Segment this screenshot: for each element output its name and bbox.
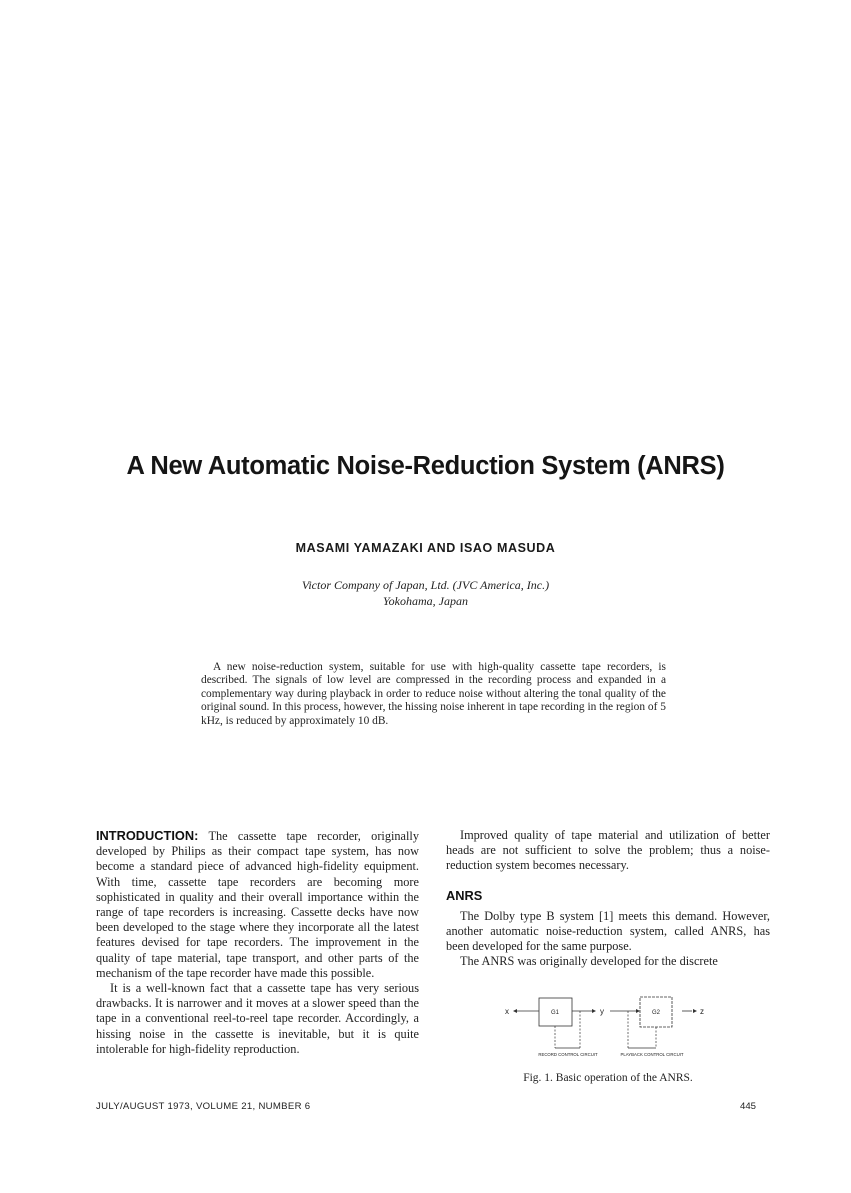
page-number: 445 (740, 1101, 757, 1112)
diagram-playback-label: PLAYBACK CONTROL CIRCUIT (620, 1052, 684, 1057)
affiliation-company: Victor Company of Japan, Ltd. (JVC America, Inc.) (301, 578, 550, 592)
diagram-record-label: RECORD CONTROL CIRCUIT (538, 1052, 598, 1057)
intro-paragraph-2: It is a well-known fact that a cassette tape has very serious drawbacks. It is narrower and it moves at a slower speed than the tape in a conventional reel-to-reel tape recorder. Accordingly, a hissing noise in the cassette is inevitable, but it is quite intolerable for high-fidelity reproduction. (96, 981, 419, 1056)
diagram-label-g2: G2 (651, 1010, 661, 1016)
diagram-label-z: z (700, 1007, 704, 1016)
diagram-arrow-y (592, 1009, 596, 1013)
diagram-arrow-x (513, 1009, 517, 1013)
right-paragraph-3: The ANRS was originally developed for the discrete (460, 954, 718, 969)
affiliation-location: Yokohama, Japan (383, 594, 468, 608)
diagram-arrow-g2-in (636, 1009, 640, 1013)
left-column (96, 828, 419, 1057)
diagram-arrow-z (693, 1009, 697, 1013)
diagram-label-x: x (505, 1007, 509, 1016)
intro-heading: INTRODUCTION: (96, 828, 199, 843)
diagram-label-y: y (600, 1007, 604, 1016)
right-paragraph-1: Improved quality of tape material and utilization of better heads are not sufficient to solve the problem; thus a noise-reduction system becomes necessary. (446, 828, 770, 873)
block-diagram (500, 990, 730, 1065)
right-paragraph-2: The Dolby type B system [1] meets this demand. However, another automatic noise-reduction system, called ANRS, has been developed for the same purpose. (446, 908, 770, 954)
abstract: A new noise-reduction system, suitable for use with high-quality cassette tape recorders, is described. The signals of low level are compressed in the recording process and expanded in a complementary way during playback in order to reduce noise without altering the tonal quality of the original sound. In this process, however, the hissing noise inherent in tape recording in the region of 5 kHz, is reduced by approximately 10 dB. (201, 661, 666, 727)
author-names: MASAMI YAMAZAKI AND ISAO MASUDA (295, 541, 556, 555)
diagram-label-g1: G1 (550, 1010, 560, 1016)
intro-paragraph-1-text: The cassette tape recorder, originally developed by Philips as their compact tape system, has now become a standard piece of advanced high-fidelity equipment. With time, cassette tape recorders are becoming more sophisticated in quality and their overall importance within the range of tape recorders is increasing. Cassette decks have now been developed to the stage where they incorporate all the latest features devised for tape recorders. The improvement in the quality of tape material, tape transport, and other parts of the mechanism of the tape recorder have made this possible. (96, 829, 419, 980)
page-title: A New Automatic Noise-Reduction System (ANRS) (126, 452, 725, 480)
right-column (446, 828, 770, 970)
figure-caption: Fig. 1. Basic operation of the ANRS. (523, 1072, 693, 1084)
intro-paragraph-1 (96, 828, 419, 981)
journal-footer: JULY/AUGUST 1973, VOLUME 21, NUMBER 6 (96, 1101, 311, 1112)
section-heading-anrs: ANRS (446, 887, 483, 903)
affiliation (0, 577, 851, 609)
